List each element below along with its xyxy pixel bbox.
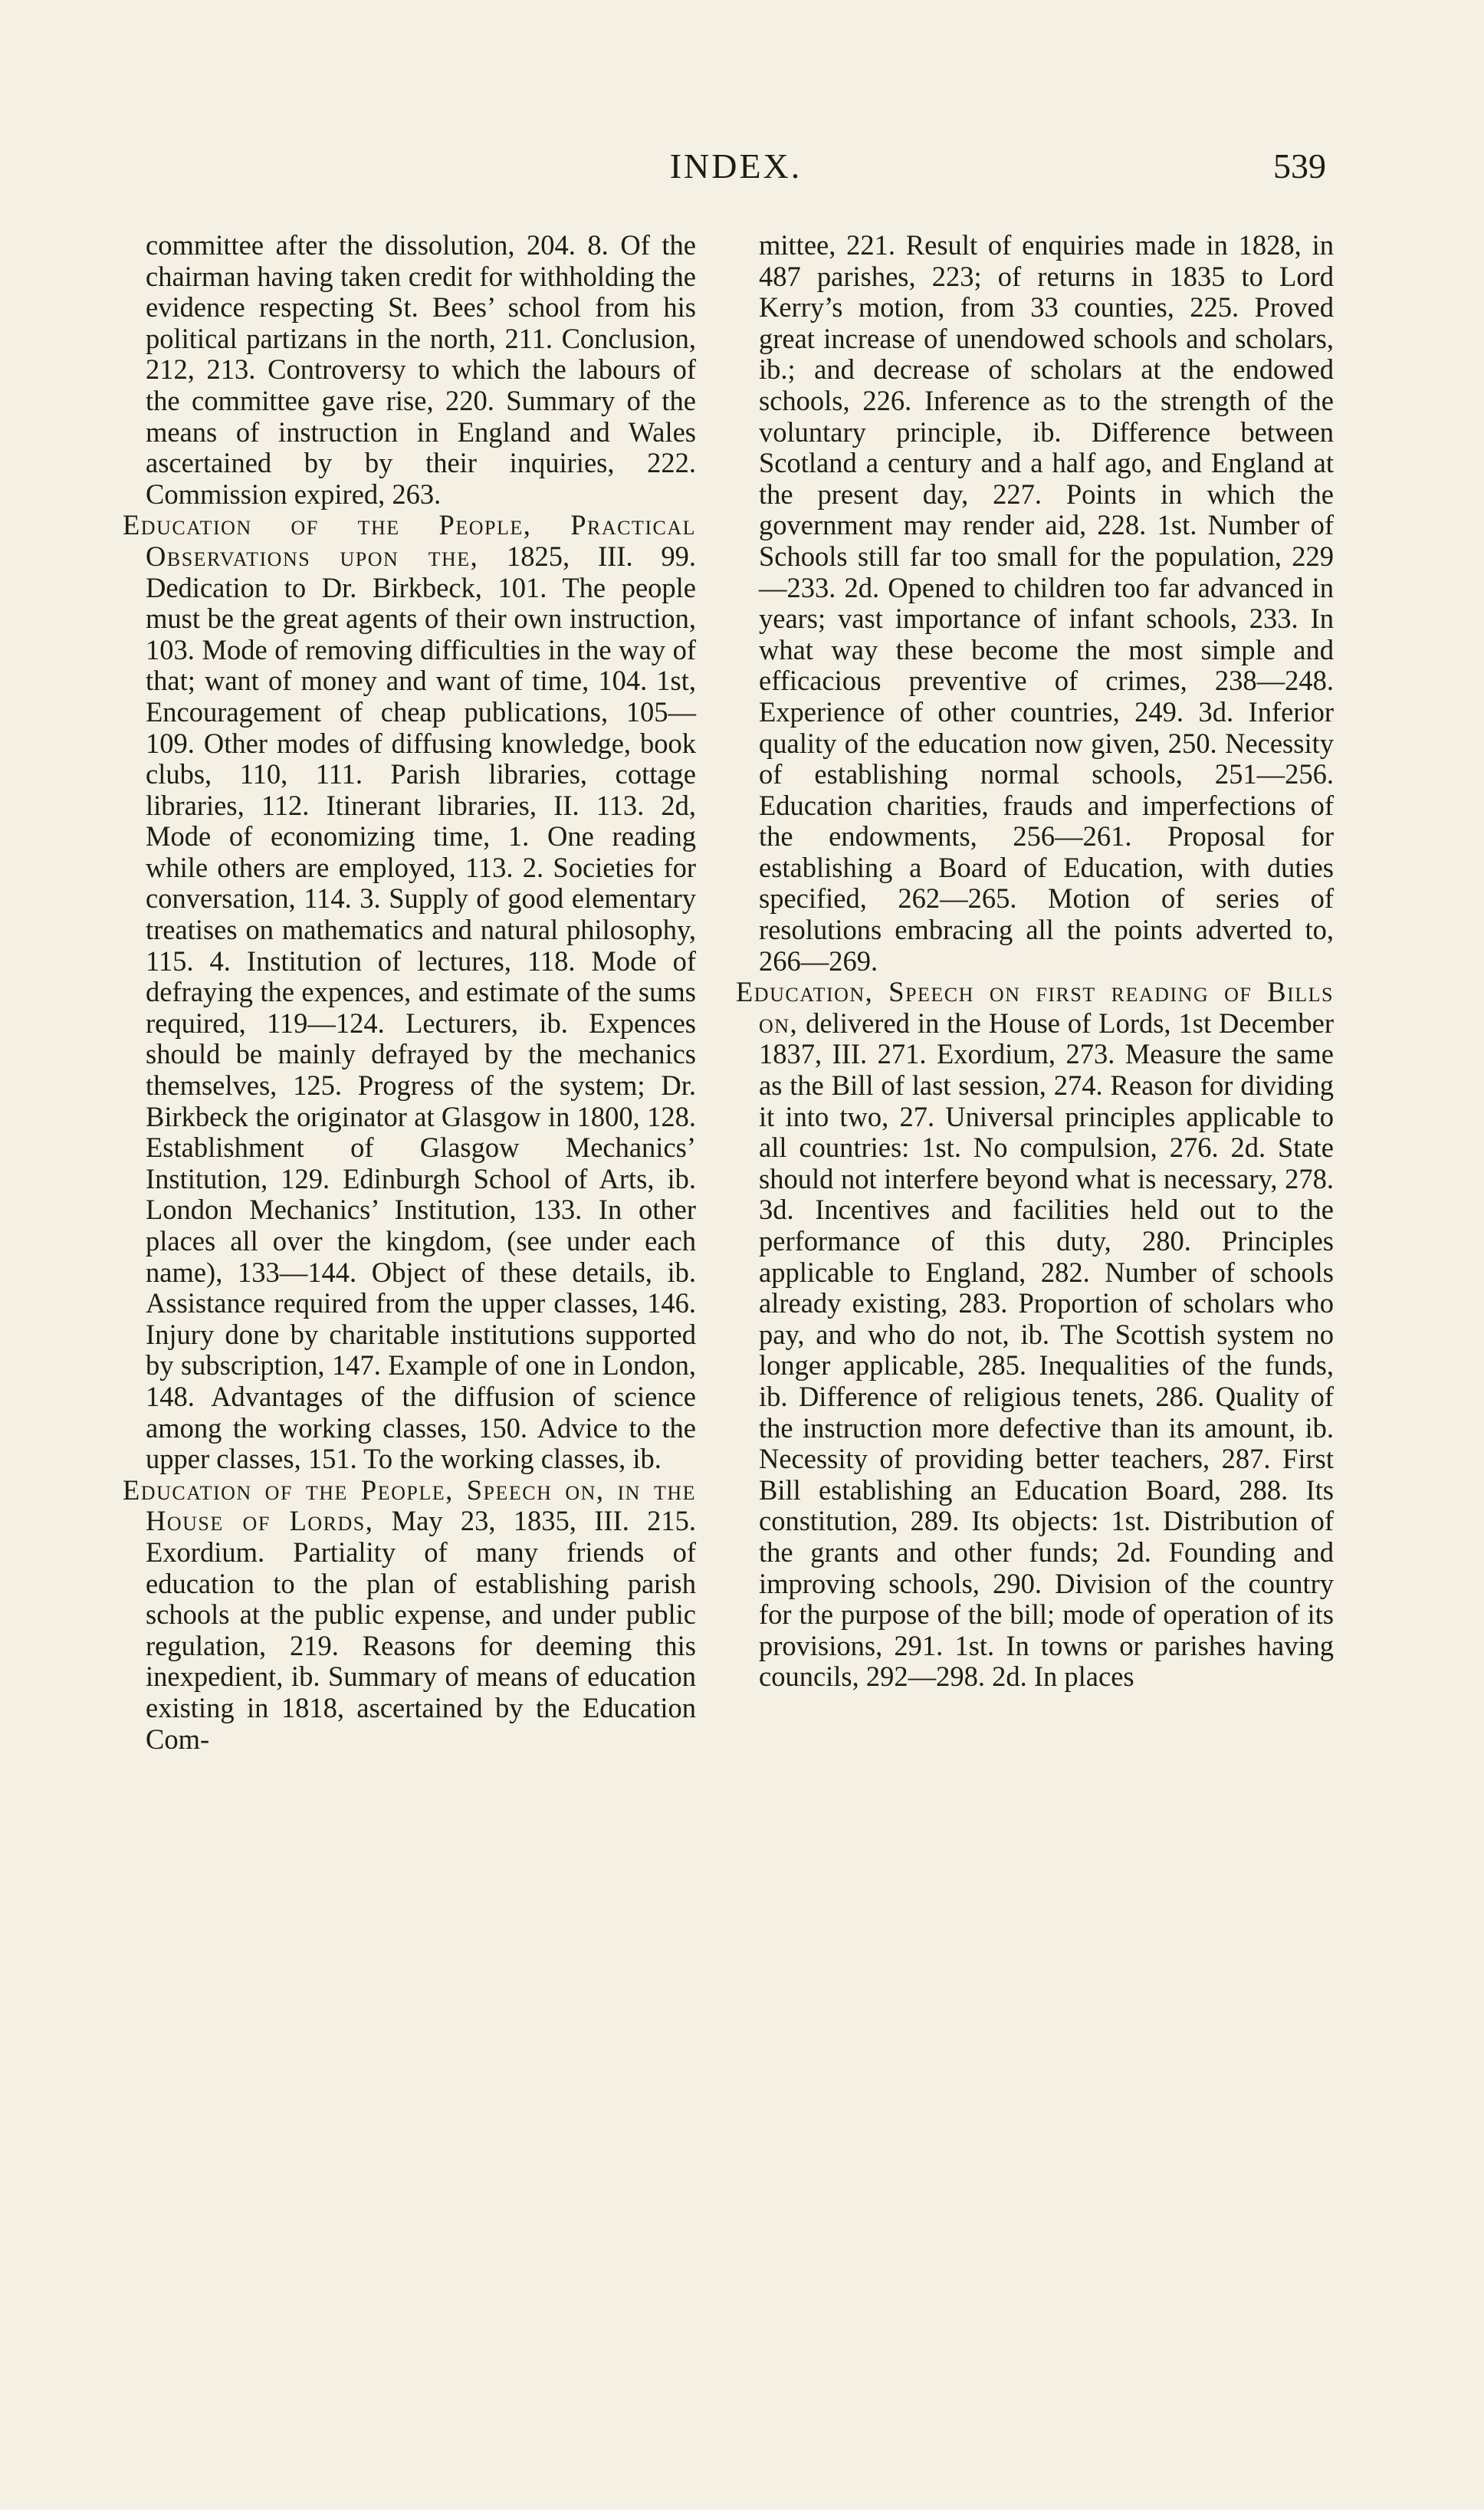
entry-heading: Education of the People, Practical Observations upon the,	[123, 509, 696, 572]
right-column	[736, 230, 1334, 1693]
entry-body: 1825, III. 99. Dedication to Dr. Birkbeck, 101. The people must be the great agents of their own instruction, 103. Mode of removing difficulties in the way of that; want of money and want of time, 104. 1st, Encouragement of cheap publications, 105—109. Other modes of diffusing knowledge, book clubs, 110, 111. Parish libraries, cottage libraries, 112. Itinerant libraries, II. 113. 2d, Mode of economizing time, 1. One reading while others are employed, 113. 2. Societies for conversation, 114. 3. Supply of good elementary treatises on mathematics and natural philosophy, 115. 4. Institution of lectures, 118. Mode of defraying the expences, and estimate of the sums required, 119—124. Lecturers, ib. Expences should be mainly defrayed by the mechanics themselves, 125. Progress of the system; Dr. Birkbeck the originator at Glasgow in 1800, 128. Establishment of Glasgow Mechanics’ Institution, 129. Edinburgh School of Arts, ib. London Mechanics’ Institution, 133. In other places all over the kingdom, (see under each name), 133—144. Object of these details, ib. Assistance required from the upper classes, 146. Injury done by charitable institutions supported by subscription, 147. Example of one in London, 148. Advantages of the diffusion of science among the working classes, 150. Advice to the upper classes, 151. To the working classes, ib.	[146, 540, 696, 1475]
running-head	[146, 146, 1326, 192]
index-entry	[736, 977, 1334, 1693]
index-entry	[123, 1475, 696, 1755]
entry-heading: Education of the People, Speech on, in the House of Lords,	[123, 1473, 696, 1537]
continuation-paragraph: mittee, 221. Result of enquiries made in 1828, in 487 parishes, 223; of returns in 1835 to Lord Kerry’s motion, from 33 counties, 225. Proved great increase of unendowed schools and scholars, ib.; and decrease of scholars at the endowed schools, 226. Inference as to the strength of the voluntary principle, ib. Difference between Scotland a century and a half ago, and England at the present day, 227. Points in which the government may render aid, 228. 1st. Number of Schools still far too small for the population, 229—233. 2d. Opened to children too far advanced in years; vast importance of infant schools, 233. In what way these become the most simple and efficacious preventive of crimes, 238—248. Experience of other countries, 249. 3d. Inferior quality of the education now given, 250. Necessity of establishing normal schools, 251—256. Education charities, frauds and imperfections of the endowments, 256—261. Proposal for establishing a Board of Education, with duties specified, 262—265. Motion of series of resolutions embracing all the points adverted to, 266—269.	[759, 229, 1334, 977]
continuation-paragraph: committee after the dissolution, 204. 8. Of the chairman having taken credit for withholding the evidence respecting St. Bees’ school from his political partizans in the north, 211. Conclusion, 212, 213. Controversy to which the labours of the committee gave rise, 220. Summary of the means of instruction in England and Wales ascertained by by their inquiries, 222. Commission expired, 263.	[146, 229, 696, 510]
entry-body: delivered in the House of Lords, 1st December 1837, III. 271. Exordium, 273. Measure the same as the Bill of last session, 274. Reason for dividing it into two, 27. Universal principles applicable to all countries: 1st. No compulsion, 276. 2d. State should not interfere beyond what is necessary, 278. 3d. Incentives and facilities held out to the performance of this duty, 280. Principles applicable to England, 282. Number of schools already existing, 283. Proportion of scholars who pay, and who do not, ib. The Scottish system no longer applicable, 285. Inequalities of the funds, ib. Difference of religious tenets, 286. Quality of the instruction more defective than its amount, ib. Necessity of providing better teachers, 287. First Bill establishing an Education Board, 288. Its constitution, 289. Its objects: 1st. Distribution of the grants and other funds; 2d. Founding and improving schools, 290. Division of the country for the purpose of the bill; mode of operation of its provisions, 291. 1st. In towns or parishes having councils, 292—298. 2d. In places	[759, 1007, 1334, 1693]
page-number: 539	[1273, 146, 1326, 186]
page-title: INDEX.	[669, 146, 803, 186]
left-column	[123, 230, 696, 1755]
index-entry	[123, 510, 696, 1474]
entry-heading: Education, Speech on first reading of Bills on,	[736, 976, 1334, 1039]
entry-body: May 23, 1835, III. 215. Exordium. Partiality of many friends of education to the plan of establishing parish schools at the public expense, and under public regulation, 219. Reasons for deeming this inexpedient, ib. Summary of means of education existing in 1818, ascertained by the Education Com-	[146, 1505, 697, 1755]
